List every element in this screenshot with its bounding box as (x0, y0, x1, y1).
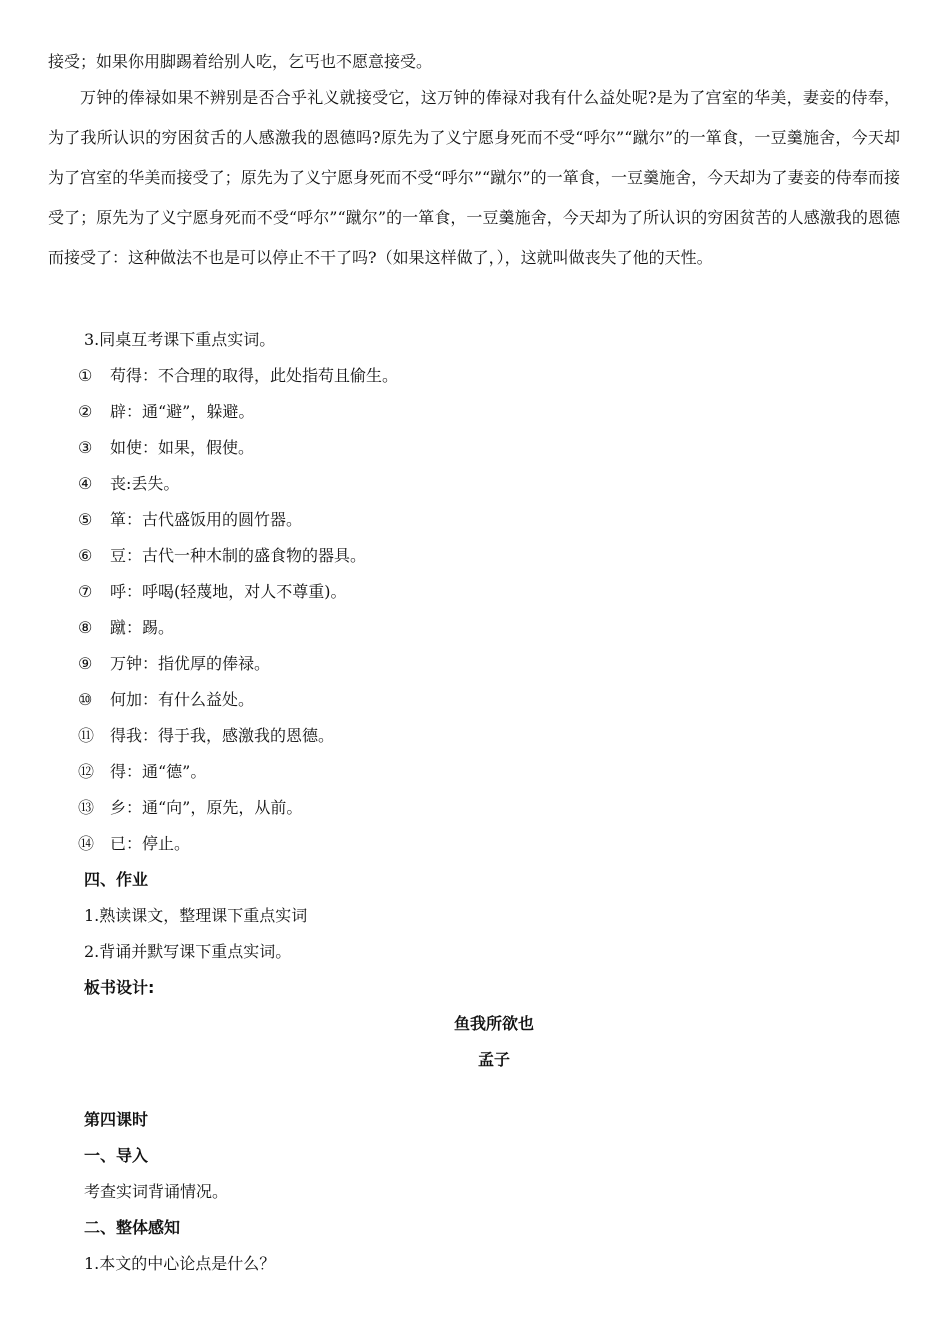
vocab-item-number: ⑨ (78, 654, 93, 673)
vocab-item-number: ⑦ (78, 582, 93, 601)
vocab-item-text: 苟得：不合理的取得，此处指苟且偷生。 (110, 366, 399, 385)
vocab-item-number: ⑩ (78, 690, 93, 709)
vocab-item-text: 如使：如果，假使。 (110, 438, 255, 457)
paragraph-continuation: 接受；如果你用脚踢着给别人吃，乞丐也不愿意接受。 (48, 52, 433, 71)
vocab-item-number: ⑧ (78, 618, 93, 637)
vocab-item (78, 438, 254, 458)
vocab-item (78, 798, 302, 818)
vocab-item (78, 546, 366, 566)
vocab-item-number: ⑭ (78, 834, 95, 853)
vocab-item (78, 582, 347, 602)
vocab-item-text: 豆：古代一种木制的盛食物的器具。 (110, 546, 367, 565)
vocab-item-number: ⑤ (78, 510, 93, 529)
vocab-item (78, 726, 334, 746)
vocab-item-text: 呼：呼喝(轻蔑地，对人不尊重)。 (110, 582, 347, 601)
vocab-item (78, 510, 302, 530)
vocab-item-text: 何加：有什么益处。 (110, 690, 255, 709)
board-design-heading: 板书设计: (84, 978, 155, 997)
homework-heading: 四、作业 (84, 870, 149, 889)
vocab-item-text: 得：通“德”。 (110, 762, 207, 781)
vocab-item-text: 辟：通“避”，躲避。 (110, 402, 255, 421)
vocab-item-number: ① (78, 366, 93, 385)
homework-item: 2.背诵并默写课下重点实词。 (84, 942, 292, 961)
section-3-title: 3.同桌互考课下重点实词。 (84, 330, 276, 349)
vocab-item-number: ⑪ (78, 726, 95, 745)
question-1: 1.本文的中心论点是什么？ (84, 1254, 276, 1273)
vocab-item (78, 834, 190, 854)
vocab-item-text: 已：停止。 (110, 834, 191, 853)
vocab-item-text: 得我：得于我，感激我的恩德。 (110, 726, 335, 745)
vocab-item-number: ④ (78, 474, 93, 493)
homework-item: 1.熟读课文，整理课下重点实词 (84, 906, 308, 925)
board-title: 鱼我所欲也 (453, 1014, 534, 1033)
vocab-item-text: 丧:丢失。 (110, 474, 180, 493)
vocab-item-number: ③ (78, 438, 93, 457)
vocab-item-text: 乡：通“向”，原先，从前。 (110, 798, 303, 817)
vocab-item-text: 万钟：指优厚的俸禄。 (110, 654, 271, 673)
vocab-item (78, 474, 179, 494)
vocab-item (78, 654, 270, 674)
vocab-item (78, 402, 254, 422)
paragraph-translation: 万钟的俸禄如果不辨别是否合乎礼义就接受它，这万钟的俸禄对我有什么益处呢?是为了宫室的华美，妻妾的侍奉，为了我所认识的穷困贫舌的人感激我的恩德吗?原先为了义宁愿身死而不受“呼尔”“蹴尔”的一箪食，一豆羹施舍，今天却为了宫室的华美而接受了；原先为了义宁愿身死而不受“呼尔”“蹴尔”的一箪食，一豆羹施舍，今天却为了妻妾的侍奉而接受了；原先为了义宁愿身死而不受“呼尔”“蹴尔”的一箪食，一豆羹施舍，今天却为了所认识的穷困贫苦的人感激我的恩德而接受了：这种做法不也是可以停止不干了吗?（如果这样做了，），这就叫做丧失了他的天性。 (48, 88, 900, 267)
vocab-item-number: ② (78, 402, 93, 421)
vocab-item-number: ⑥ (78, 546, 93, 565)
vocab-item (78, 366, 398, 386)
vocab-item-text: 蹴：踢。 (110, 618, 175, 637)
overall-perception-heading: 二、整体感知 (84, 1218, 181, 1237)
vocab-item (78, 762, 206, 782)
board-author: 孟子 (477, 1050, 510, 1069)
vocab-item (78, 618, 174, 638)
vocab-item (78, 690, 254, 710)
intro-text: 考查实词背诵情况。 (84, 1182, 229, 1201)
intro-heading: 一、导入 (84, 1146, 149, 1165)
lesson-4-heading: 第四课时 (84, 1110, 149, 1129)
vocab-item-number: ⑬ (78, 798, 95, 817)
vocab-item-number: ⑫ (78, 762, 95, 781)
vocab-item-text: 箪：古代盛饭用的圆竹器。 (110, 510, 303, 529)
